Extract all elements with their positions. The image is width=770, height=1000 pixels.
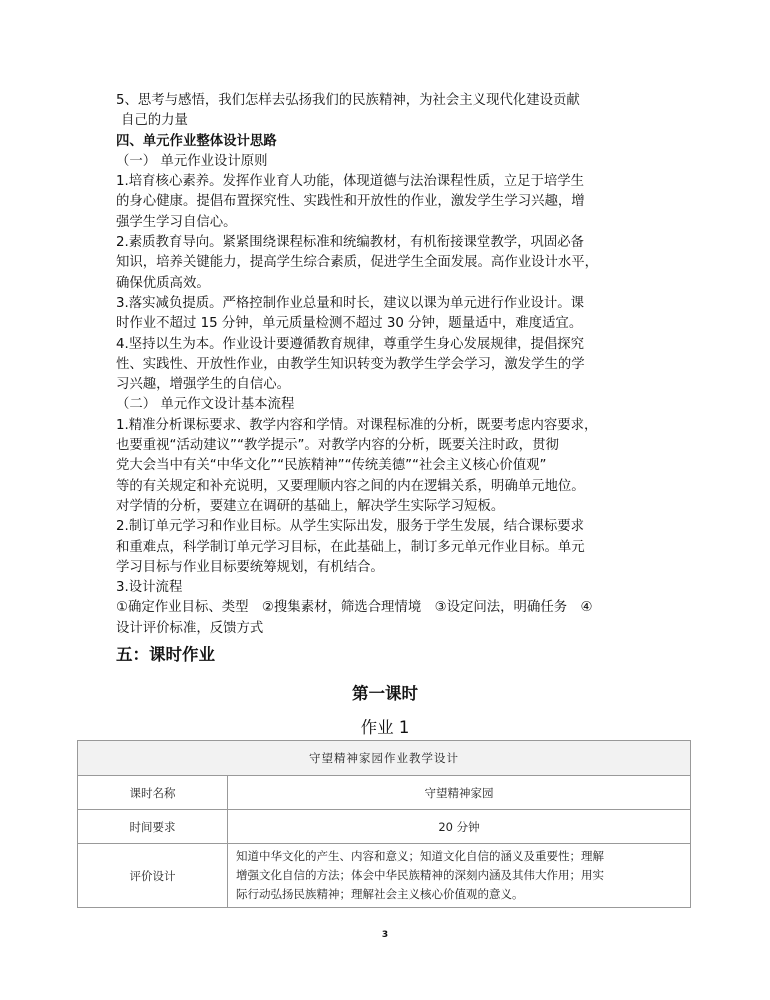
homework-heading: 作业 1 (360, 718, 410, 737)
row-label-evaluation: 评价设计 (78, 844, 228, 908)
text-line: 对学情的分析，要建立在调研的基础上，解决学生实际学习短板。 (116, 498, 505, 514)
row-label-time: 时间要求 (78, 810, 228, 844)
text-line: ①确定作业目标、类型 ②搜集素材，筛选合理情境 ③设定问法，明确任务 ④ (116, 600, 593, 616)
text-line: 学习目标与作业目标要统筹规划，有机结合。 (116, 559, 384, 575)
text-line: 性、实践性、开放性作业，由教学生知识转变为教学生学会学习，激发学生的学 (116, 356, 585, 372)
text-line: 也要重视“活动建议”“教学提示”。对教学内容的分析，既要关注时政，贯彻 (116, 438, 559, 454)
text-line: 和重难点，科学制订单元学习目标，在此基础上，制订多元单元作业目标。单元 (116, 539, 585, 555)
lesson-heading: 第一课时 (352, 684, 418, 703)
text-line: 4.坚持以生为本。作业设计要遵循教育规律，尊重学生身心发展规律，提倡探究 (116, 336, 585, 352)
text-line: 设计评价标准，反馈方式 (116, 620, 264, 636)
text-line: 1.精准分析课标要求、教学内容和学情。对课程标准的分析，既要考虑内容要求， (116, 417, 598, 433)
row-value-evaluation (228, 844, 691, 908)
table-row (78, 844, 691, 908)
text-line: 2.制订单元学习和作业目标。从学生实际出发，服务于学生发展，结合课标要求 (116, 519, 585, 535)
text-line: 强学生学习自信心。 (116, 214, 237, 230)
text-line: 知识，培养关键能力，提高学生综合素质，促进学生全面发展。高作业设计水平， (116, 255, 599, 271)
text-line: 确保优质高效。 (116, 275, 210, 291)
table-header: 守望精神家园作业教学设计 (78, 741, 691, 776)
text-line: 5、思考与感悟，我们怎样去弘扬我们的民族精神，为社会主义现代化建设贡献 (116, 93, 580, 108)
text-line: 3.落实减负提质。严格控制作业总量和时长，建议以课为单元进行作业设计。课 (116, 295, 585, 311)
row-value-time: 20 分钟 (228, 810, 691, 844)
text-line: 等的有关规定和补充说明，又要理顺内容之间的内在逻辑关系，明确单元地位。 (116, 478, 585, 494)
body-text (116, 91, 676, 639)
text-line: （一） 单元作业设计原则 (116, 153, 268, 169)
text-line: 时作业不超过 15 分钟，单元质量检测不超过 30 分钟，题量适中，难度适宜。 (116, 316, 583, 332)
row-label-lesson-name: 课时名称 (78, 776, 228, 810)
evaluation-line: 知道中华文化的产生、内容和意义；知道文化自信的涵义及重要性；理解 (236, 849, 604, 863)
text-line: 党大会当中有关“中华文化”“民族精神”“传统美德”“社会主义核心价值观” (116, 458, 547, 474)
row-value-lesson-name: 守望精神家园 (228, 776, 691, 810)
text-line: 3.设计流程 (116, 580, 183, 596)
text-line: 1.培育核心素养。发挥作业育人功能，体现道德与法治课程性质，立足于培学生 (116, 174, 585, 190)
text-line: 习兴趣，增强学生的自信心。 (116, 377, 291, 393)
page-number: 3 (381, 930, 389, 940)
table-row (78, 776, 691, 810)
text-line: 的身心健康。提倡布置探究性、实践性和开放性的作业，激发学生学习兴趣，增 (116, 194, 585, 210)
text-line: 2.素质教育导向。紧紧围绕课程标准和统编教材，有机衔接课堂教学，巩固必备 (116, 235, 585, 251)
text-line: （二） 单元作文设计基本流程 (116, 397, 295, 413)
evaluation-line: 增强文化自信的方法；体会中华民族精神的深刻内涵及其伟大作用；用实 (236, 868, 604, 882)
evaluation-line: 际行动弘扬民族精神；理解社会主义核心价值观的意义。 (236, 887, 524, 901)
homework-design-table (77, 740, 691, 908)
text-line: 自己的力量 (121, 113, 188, 129)
table-row (78, 810, 691, 844)
section-heading: 五：课时作业 (116, 645, 215, 664)
subsection-heading: 四、单元作业整体设计思路 (116, 133, 277, 149)
